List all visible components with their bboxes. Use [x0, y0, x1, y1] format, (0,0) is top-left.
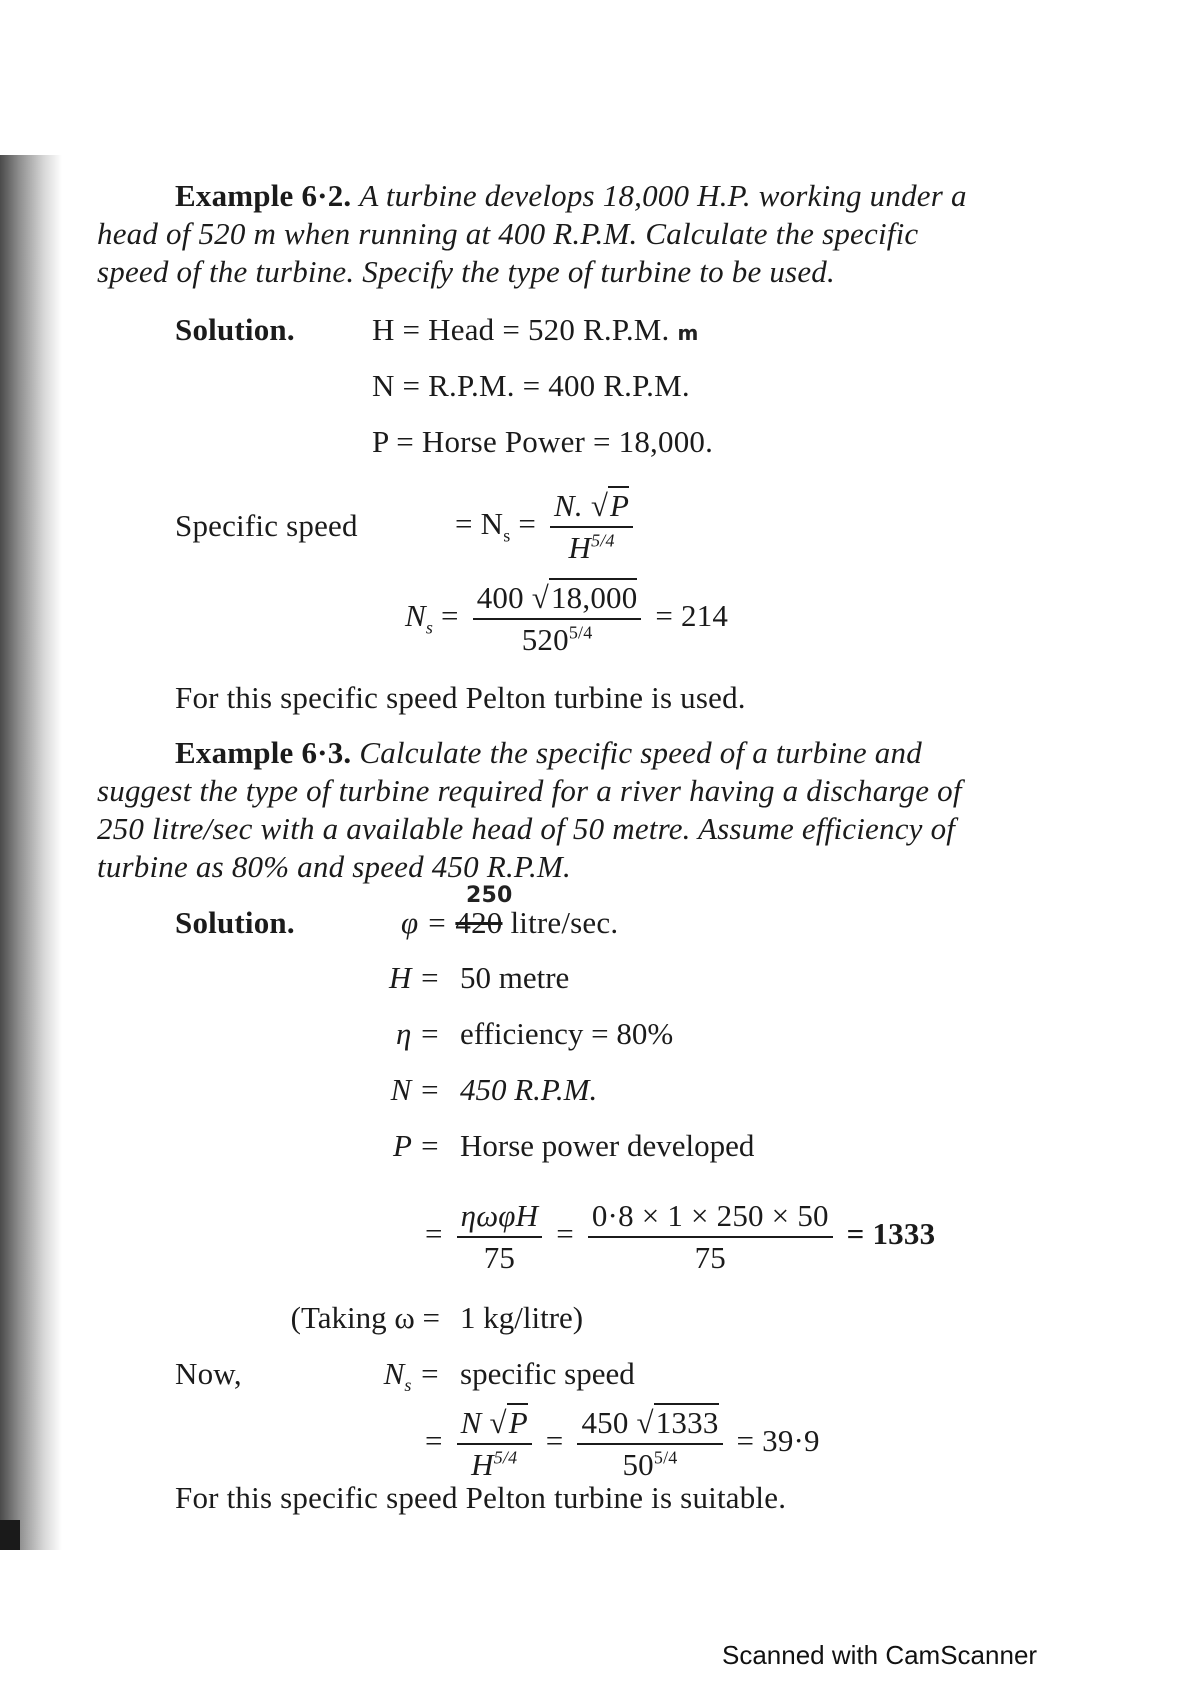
now-label: Now,: [175, 1356, 242, 1391]
eta-lhs: η =: [395, 1016, 440, 1051]
ns-lhs: = N: [455, 506, 504, 542]
calc-lhs: N: [405, 598, 426, 634]
handwritten-250: 250: [466, 883, 513, 908]
taking-omega-lhs: (Taking ω =: [290, 1300, 440, 1335]
final-fraction-2: $\frac{450 √1333}{50^{5/4}}$: [577, 1405, 722, 1483]
ns-lhs-symbol-sub: s: [404, 1375, 412, 1396]
final-eq: =: [425, 1423, 443, 1459]
ns-lhs-sub: s: [503, 525, 511, 546]
camscanner-watermark: Scanned with CamScanner: [722, 1640, 1038, 1670]
n-rhs: 450 R.P.M.: [460, 1072, 598, 1107]
horse-power-calculation: [425, 1198, 935, 1276]
final-result: = 39·9: [736, 1423, 820, 1459]
ns-definition-lhs: [300, 1356, 440, 1396]
taking-omega-rhs: 1 kg/litre): [460, 1300, 584, 1335]
example-6-2-heading: Example 6·2.: [175, 178, 352, 213]
example-6-3-statement-line2: suggest the type of turbine required for a river having a discharge of: [97, 773, 962, 808]
calc-fraction: $\frac{400 √18,000}{520^{5/4}}$: [473, 580, 642, 658]
example-6-2-statement-line2: head of 520 m when running at 400 R.P.M. Calculate the specific: [97, 216, 919, 251]
hp-fraction-2: [588, 1198, 833, 1276]
ns-fraction: $\frac{N. √P}{H^{5/4}}$: [550, 488, 633, 566]
example-6-3-statement-line1: Calculate the specific speed of a turbine and: [359, 735, 922, 770]
ns-lhs-eq: =: [419, 1356, 440, 1391]
ns-eq: =: [518, 506, 537, 542]
final-num2-450: 450: [581, 1405, 629, 1440]
example-6-3-line1: [175, 735, 922, 771]
calc-result: = 214: [655, 598, 729, 634]
hp-num-1: ηωφH: [457, 1198, 543, 1238]
example-6-2-rpm-definition: N = R.P.M. = 400 R.P.M.: [372, 368, 690, 403]
h-lhs: H =: [388, 960, 440, 995]
p-rhs: Horse power developed: [460, 1128, 755, 1163]
calc-den-exp: 5/4: [568, 622, 593, 643]
h-rhs: 50 metre: [460, 960, 570, 995]
specific-speed-formula: [455, 488, 639, 566]
example-6-3-heading: Example 6·3.: [175, 735, 352, 770]
hp-eq-2: =: [556, 1216, 574, 1252]
hp-den-2: 75: [694, 1240, 726, 1275]
example-6-2-statement-line1: A turbine develops 18,000 H.P. working under a: [359, 178, 967, 213]
example-6-3-solution-label: Solution.: [175, 905, 295, 940]
ns-definition-rhs: specific speed: [460, 1356, 635, 1391]
ns-lhs-symbol: N: [383, 1356, 405, 1391]
final-num2-sqrt: 1333: [655, 1405, 719, 1440]
head-def-text: H = Head = 520 R.P.M.: [372, 312, 670, 347]
calc-den: 520: [521, 622, 569, 657]
ns-den-h: H: [568, 530, 592, 565]
example-6-2-conclusion: For this specific speed Pelton turbine is used.: [175, 680, 746, 715]
hp-num-2: 0·8 × 1 × 250 × 50: [588, 1198, 833, 1238]
example-6-3-statement-line4: turbine as 80% and speed 450 R.P.M.: [97, 849, 571, 884]
hp-result: = 1333: [846, 1216, 936, 1252]
hp-eq: =: [425, 1216, 443, 1252]
phi-unit: litre/sec.: [510, 905, 619, 940]
final-den1-exp: 5/4: [493, 1447, 518, 1468]
final-fraction-1: $\frac{N √P}{H^{5/4}}$: [457, 1405, 532, 1483]
final-den2: 50: [622, 1447, 654, 1482]
calc-num-400: 400: [476, 580, 524, 615]
phi-lhs: φ =: [401, 905, 448, 940]
final-den2-exp: 5/4: [653, 1447, 678, 1468]
example-6-2-statement-line3: speed of the turbine. Specify the type of turbine to be used.: [97, 254, 835, 289]
final-specific-speed-calculation: [425, 1405, 820, 1483]
calc-lhs-sub: s: [425, 617, 434, 638]
ns-num-n: N.: [554, 488, 583, 523]
final-num1-p: P: [508, 1405, 528, 1440]
eta-rhs: efficiency = 80%: [460, 1016, 674, 1051]
final-eq-2: =: [545, 1423, 564, 1459]
ns-num-p: P: [610, 488, 630, 523]
example-6-2-line1: [175, 178, 967, 214]
specific-speed-label: Specific speed: [175, 508, 358, 543]
example-6-2-head-definition: [372, 312, 699, 348]
discharge-definition: [401, 905, 618, 941]
handwritten-m: m: [677, 321, 699, 345]
example-6-3-conclusion: For this specific speed Pelton turbine is suitable.: [175, 1480, 787, 1515]
final-num1-n: N: [460, 1405, 482, 1440]
example-6-3-statement-line3: 250 litre/sec with a available head of 50 metre. Assume efficiency of: [97, 811, 956, 846]
hp-den-1: 75: [483, 1240, 516, 1275]
example-6-2-power-definition: P = Horse Power = 18,000.: [372, 424, 714, 459]
phi-value: 420: [455, 905, 503, 940]
hp-fraction-1: [457, 1198, 543, 1276]
n-lhs: N =: [390, 1072, 440, 1107]
specific-speed-calculation: $N_s$ = $\frac{400 √18,000}{520^{5/4}}$ = 214: [405, 580, 729, 657]
example-6-2-solution-label: Solution.: [175, 312, 295, 347]
ns-den-exp: 5/4: [591, 530, 615, 551]
calc-num-sqrt: 18,000: [550, 580, 638, 615]
final-den1: H: [471, 1447, 494, 1482]
p-lhs: P =: [392, 1128, 440, 1163]
